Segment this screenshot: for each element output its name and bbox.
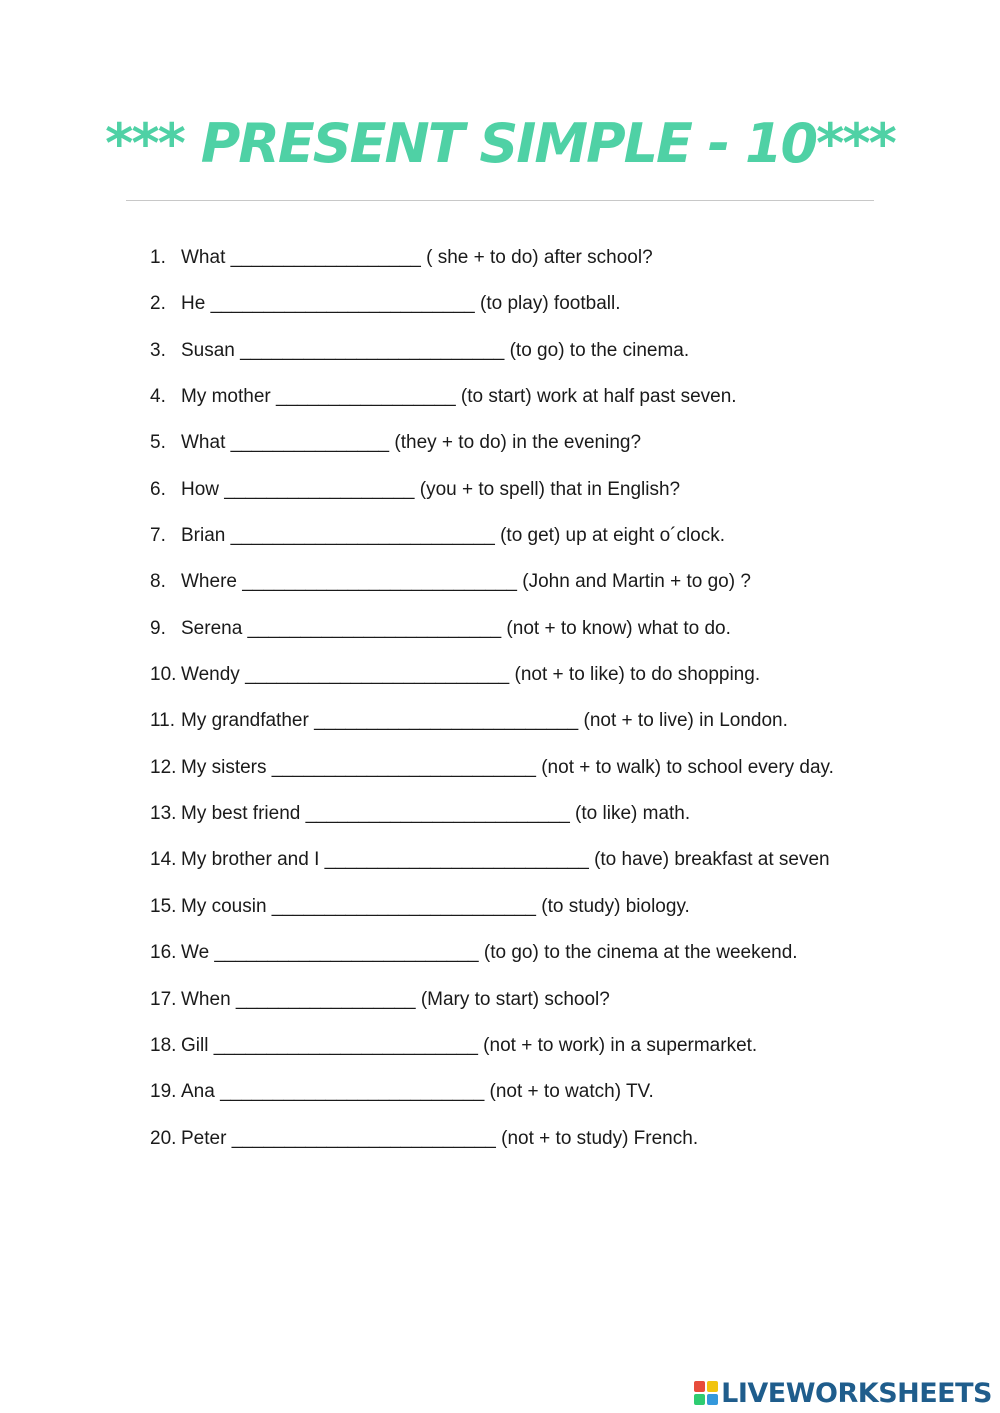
- question-text: My mother _________________ (to start) work at half past seven.: [181, 386, 737, 408]
- question-text: Gill _________________________ (not + to work) in a supermarket.: [181, 1034, 758, 1056]
- question-number: 7.: [150, 525, 166, 547]
- question-number: 5.: [150, 432, 166, 454]
- logo-block: [694, 1381, 705, 1392]
- question-text: My sisters _________________________ (not + to walk) to school every day.: [181, 756, 834, 778]
- question-number: 15.: [150, 895, 177, 917]
- question-number: 19.: [150, 1081, 177, 1103]
- question-item: [150, 706, 890, 752]
- question-number: 18.: [150, 1034, 177, 1056]
- question-item: [150, 475, 890, 521]
- logo-blocks-icon: [694, 1381, 718, 1405]
- question-item: [150, 985, 890, 1031]
- question-item: [150, 1077, 890, 1123]
- question-text: What __________________ ( she + to do) after school?: [181, 247, 653, 268]
- question-number: 17.: [150, 988, 177, 1010]
- question-number: 1.: [150, 247, 166, 268]
- question-text: We _________________________ (to go) to the cinema at the weekend.: [181, 942, 798, 964]
- question-text: Where __________________________ (John and Martin + to go) ?: [181, 571, 751, 593]
- question-item: [150, 336, 890, 382]
- question-text: Wendy _________________________ (not + to like) to do shopping.: [181, 664, 761, 686]
- question-text: Susan _________________________ (to go) to the cinema.: [181, 339, 690, 361]
- question-item: [150, 243, 890, 289]
- question-number: 4.: [150, 386, 166, 408]
- question-item: [150, 567, 890, 613]
- question-item: [150, 521, 890, 567]
- question-number: 6.: [150, 478, 166, 500]
- question-number: 20.: [150, 1127, 177, 1149]
- title-divider: [126, 200, 874, 201]
- question-text: My best friend _________________________ (to like) math.: [181, 803, 691, 825]
- question-text: Peter _________________________ (not + to study) French.: [181, 1127, 699, 1149]
- question-item: [150, 938, 890, 984]
- question-number: 13.: [150, 803, 177, 825]
- question-text: When _________________ (Mary to start) school?: [181, 988, 610, 1010]
- logo-block: [694, 1394, 705, 1405]
- question-number: 11.: [150, 710, 176, 732]
- question-item: [150, 753, 890, 799]
- question-item: [150, 799, 890, 845]
- question-text: My cousin _________________________ (to study) biology.: [181, 895, 690, 917]
- question-item: [150, 892, 890, 938]
- question-text: My grandfather _________________________ (not + to live) in London.: [181, 710, 788, 732]
- logo-block: [707, 1394, 718, 1405]
- question-text: Brian _________________________ (to get) up at eight o´clock.: [181, 525, 726, 547]
- liveworksheets-logo[interactable]: [694, 1376, 992, 1410]
- logo-block: [707, 1381, 718, 1392]
- question-text: What _______________ (they + to do) in the evening?: [181, 432, 642, 454]
- question-text: Serena ________________________ (not + to know) what to do.: [181, 617, 731, 639]
- question-item: [150, 289, 890, 335]
- question-number: 10.: [150, 664, 177, 686]
- question-list: [150, 243, 890, 1170]
- question-number: 2.: [150, 293, 166, 315]
- question-number: 14.: [150, 849, 177, 871]
- question-item: [150, 660, 890, 706]
- question-item: [150, 614, 890, 660]
- question-text: He _________________________ (to play) football.: [181, 293, 621, 315]
- worksheet-title: *** PRESENT SIMPLE - 10***: [105, 112, 895, 175]
- question-number: 9.: [150, 617, 166, 639]
- question-text: How __________________ (you + to spell) that in English?: [181, 478, 681, 500]
- question-number: 16.: [150, 942, 177, 964]
- question-item: [150, 1124, 890, 1170]
- logo-text: LIVEWORKSHEETS: [721, 1377, 992, 1409]
- question-text: Ana _________________________ (not + to watch) TV.: [181, 1081, 654, 1103]
- question-text: My brother and I _________________________ (to have) breakfast at seven: [181, 849, 830, 871]
- question-item: [150, 1031, 890, 1077]
- question-item: [150, 845, 890, 891]
- question-number: 12.: [150, 756, 177, 778]
- question-item: [150, 428, 890, 474]
- question-number: 3.: [150, 339, 166, 361]
- question-item: [150, 382, 890, 428]
- question-number: 8.: [150, 571, 166, 593]
